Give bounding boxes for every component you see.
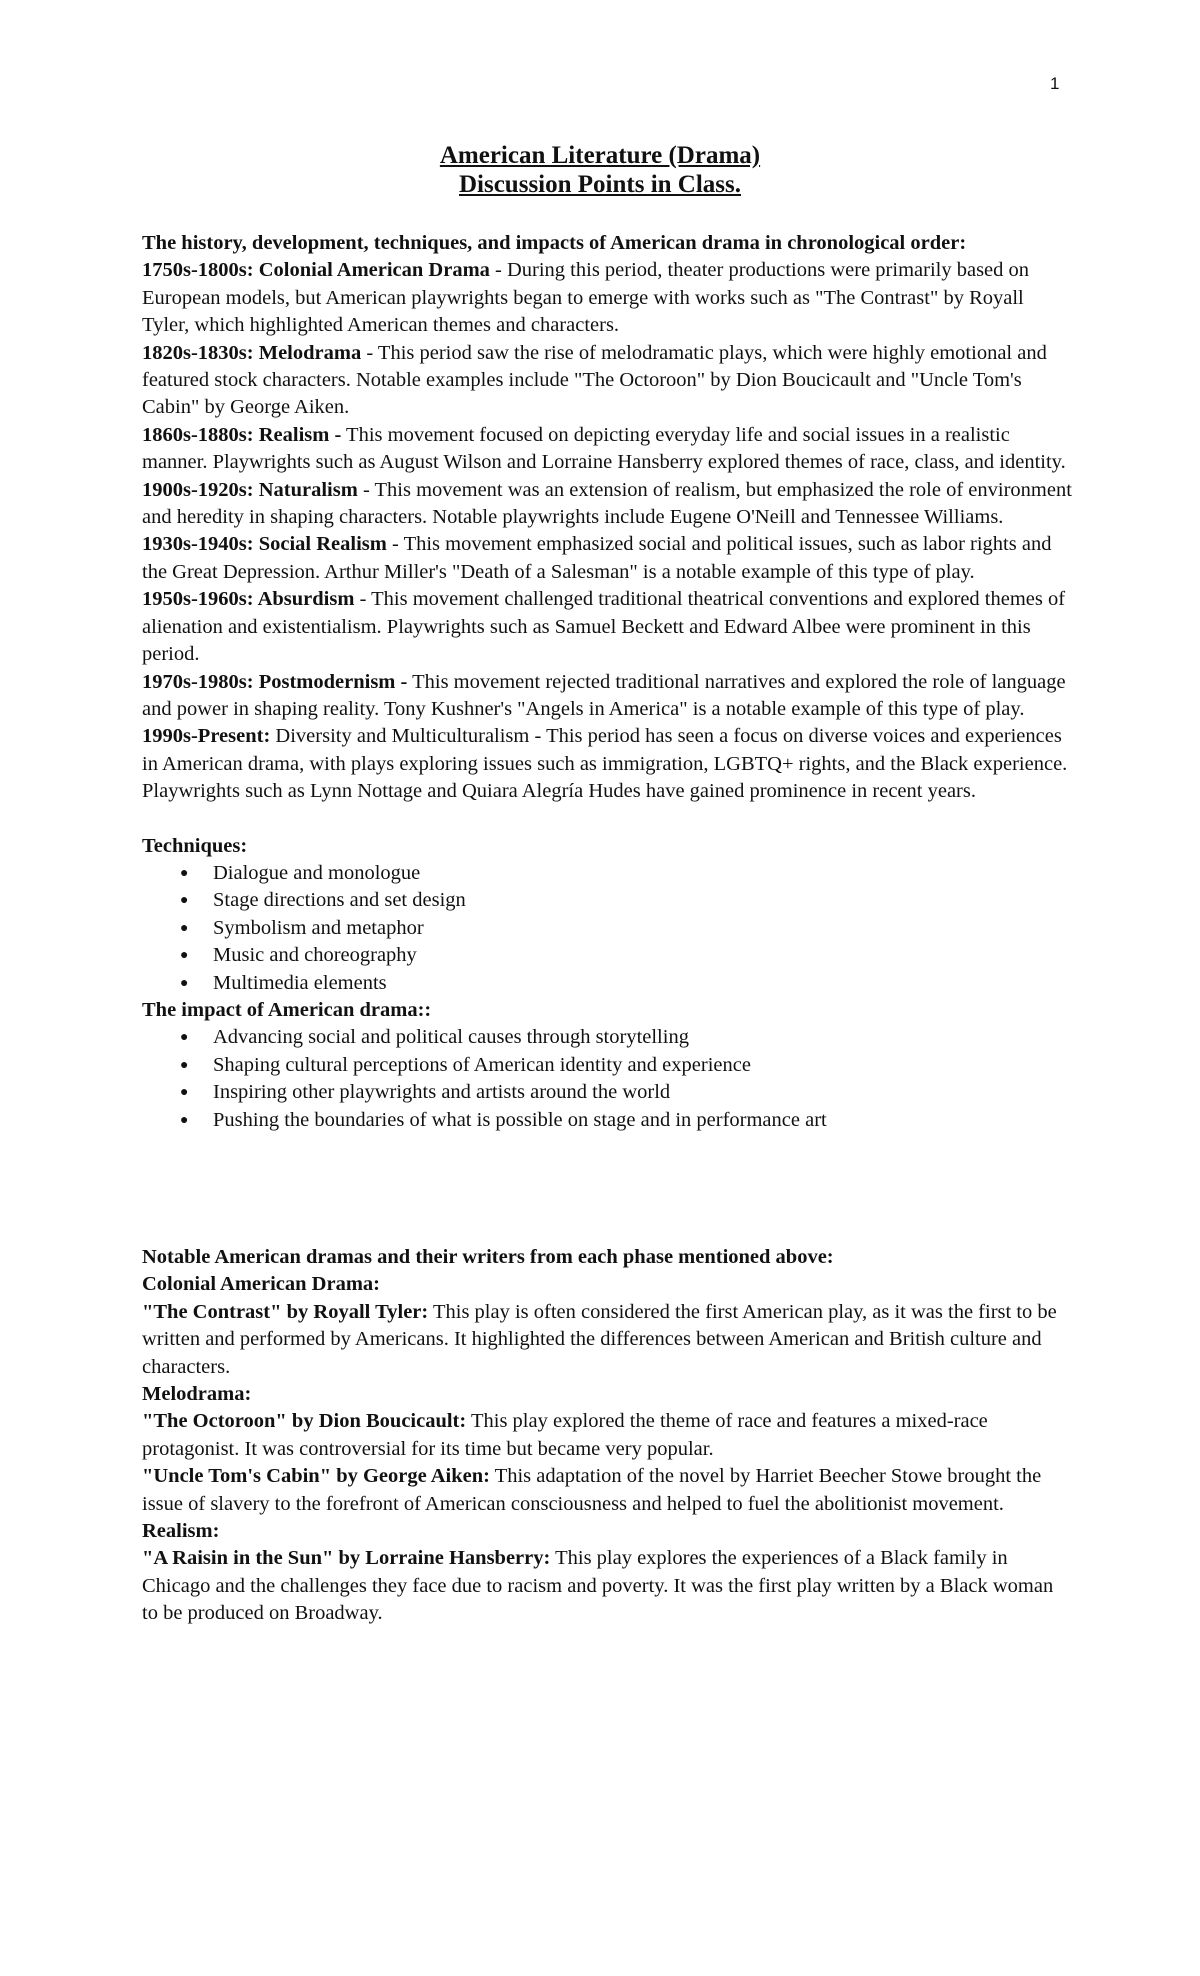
- document-body: [142, 230, 1072, 1628]
- bullet-icon: ●: [180, 920, 189, 936]
- bullet-icon: ●: [180, 1112, 189, 1128]
- period-label: 1900s-1920s: Naturalism: [142, 478, 358, 501]
- drama-entry: [142, 1545, 1072, 1627]
- period-text: - During this period, theater productions were primarily based on European models, but American playwrights began to emerge with works such as "The Contrast" by Royall Tyler, which highlighted American themes and characters.: [142, 259, 1030, 337]
- list-item: ● Inspiring other playwrights and artists around the world: [142, 1079, 1072, 1106]
- bullet-icon: ●: [180, 865, 189, 881]
- section-heading: Melodrama:: [142, 1383, 252, 1406]
- list-item: ● Advancing social and political causes through storytelling: [142, 1024, 1072, 1051]
- drama-text: This play is often considered the first American play, as it was the first to be written and performed by Americans. It highlighted the differences between American and British culture and characters.: [142, 1300, 1057, 1378]
- period-label: 1950s-1960s: Absurdism: [142, 588, 355, 611]
- bullet-icon: ●: [180, 1057, 189, 1073]
- period-paragraph: [142, 477, 1072, 532]
- impact-list: [142, 1024, 1072, 1134]
- bullet-icon: ●: [180, 1085, 189, 1101]
- list-item: ● Stage directions and set design: [142, 887, 1072, 914]
- list-item: ● Pushing the boundaries of what is possible on stage and in performance art: [142, 1107, 1072, 1134]
- drama-label: "Uncle Tom's Cabin" by George Aiken:: [142, 1465, 490, 1488]
- notable-heading: Notable American dramas and their writers from each phase mentioned above:: [142, 1246, 834, 1268]
- techniques-heading: Techniques:: [142, 834, 248, 857]
- period-text: Diversity and Multiculturalism - This period has seen a focus on diverse voices and experiences in American drama, with plays exploring issues such as immigration, LGBTQ+ rights, and the Black experience. Playwrights such as Lynn Nottage and Quiara Alegría Hudes have gained prominence in recent years.: [142, 725, 1068, 803]
- techniques-list: [142, 860, 1072, 997]
- bullet-icon: ●: [180, 948, 189, 964]
- period-label: 1930s-1940s: Social Realism: [142, 533, 387, 556]
- period-paragraph: [142, 669, 1072, 724]
- drama-text: This play explores the experiences of a Black family in Chicago and the challenges they face due to racism and poverty. It was the first play written by a Black woman to be produced on Broadway.: [142, 1547, 1054, 1625]
- period-label: 1750s-1800s: Colonial American Drama: [142, 259, 490, 282]
- period-paragraph: [142, 723, 1072, 805]
- section-heading: Realism:: [142, 1520, 220, 1543]
- period-label: 1820s-1830s: Melodrama: [142, 341, 362, 364]
- period-label: 1990s-Present:: [142, 725, 271, 748]
- bullet-icon: ●: [180, 975, 189, 991]
- history-intro: The history, development, techniques, and impacts of American drama in chronological order:: [142, 232, 967, 254]
- period-text: This movement rejected traditional narratives and explored the role of language and power in shaping reality. Tony Kushner's "Angels in America" is a notable example of this type of play.: [142, 670, 1066, 720]
- bullet-icon: ●: [180, 893, 189, 909]
- drama-text: This adaptation of the novel by Harriet Beecher Stowe brought the issue of slavery to the forefront of American consciousness and helped to fuel the abolitionist movement.: [142, 1465, 1042, 1515]
- period-paragraph: [142, 340, 1072, 422]
- page-number: 1: [1050, 74, 1060, 93]
- period-text: - This period saw the rise of melodramatic plays, which were highly emotional and featured stock characters. Notable examples include "The Octoroon" by Dion Boucicault and "Uncle Tom's Cabin" by George Aiken.: [142, 341, 1047, 419]
- drama-entry: [142, 1299, 1072, 1381]
- period-text: This movement focused on depicting everyday life and social issues in a realistic manner. Playwrights such as August Wilson and Lorraine Hansberry explored themes of race, class, and identity.: [142, 423, 1066, 474]
- list-item: ● Symbolism and metaphor: [142, 915, 1072, 942]
- drama-label: "The Contrast" by Royall Tyler:: [142, 1300, 429, 1323]
- impact-heading: The impact of American drama::: [142, 998, 432, 1021]
- period-text: - This movement challenged traditional theatrical conventions and explored themes of alienation and existentialism. Playwrights such as Samuel Beckett and Edward Albee were prominent in this period.: [142, 588, 1066, 666]
- list-item: ● Shaping cultural perceptions of American identity and experience: [142, 1052, 1072, 1079]
- period-label: 1970s-1980s: Postmodernism -: [142, 670, 408, 693]
- period-paragraph: [142, 257, 1072, 339]
- drama-entry: [142, 1408, 1072, 1463]
- list-item: ● Multimedia elements: [142, 970, 1072, 997]
- list-item: ● Dialogue and monologue: [142, 860, 1072, 887]
- drama-label: "A Raisin in the Sun" by Lorraine Hansberry:: [142, 1547, 551, 1570]
- drama-entry: [142, 1463, 1072, 1518]
- list-item: ● Music and choreography: [142, 942, 1072, 969]
- section-heading: Colonial American Drama:: [142, 1273, 380, 1296]
- drama-label: "The Octoroon" by Dion Boucicault:: [142, 1410, 467, 1433]
- bullet-icon: ●: [180, 1030, 189, 1046]
- period-label: 1860s-1880s: Realism -: [142, 423, 342, 446]
- title-line-1: American Literature (Drama): [439, 142, 761, 169]
- title-line-2: Discussion Points in Class.: [458, 171, 742, 198]
- period-paragraph: [142, 586, 1072, 668]
- period-text: - This movement was an extension of realism, but emphasized the role of environment and heredity in shaping characters. Notable playwrights include Eugene O'Neill and Tennessee Williams.: [142, 478, 1072, 529]
- period-paragraph: [142, 531, 1072, 586]
- document-title: [0, 141, 1200, 199]
- period-paragraph: [142, 422, 1072, 477]
- drama-text: This play explored the theme of race and features a mixed-race protagonist. It was controversial for its time but became very popular.: [142, 1410, 988, 1460]
- period-text: - This movement emphasized social and political issues, such as labor rights and the Great Depression. Arthur Miller's "Death of a Salesman" is a notable example of this type of play.: [142, 533, 1052, 583]
